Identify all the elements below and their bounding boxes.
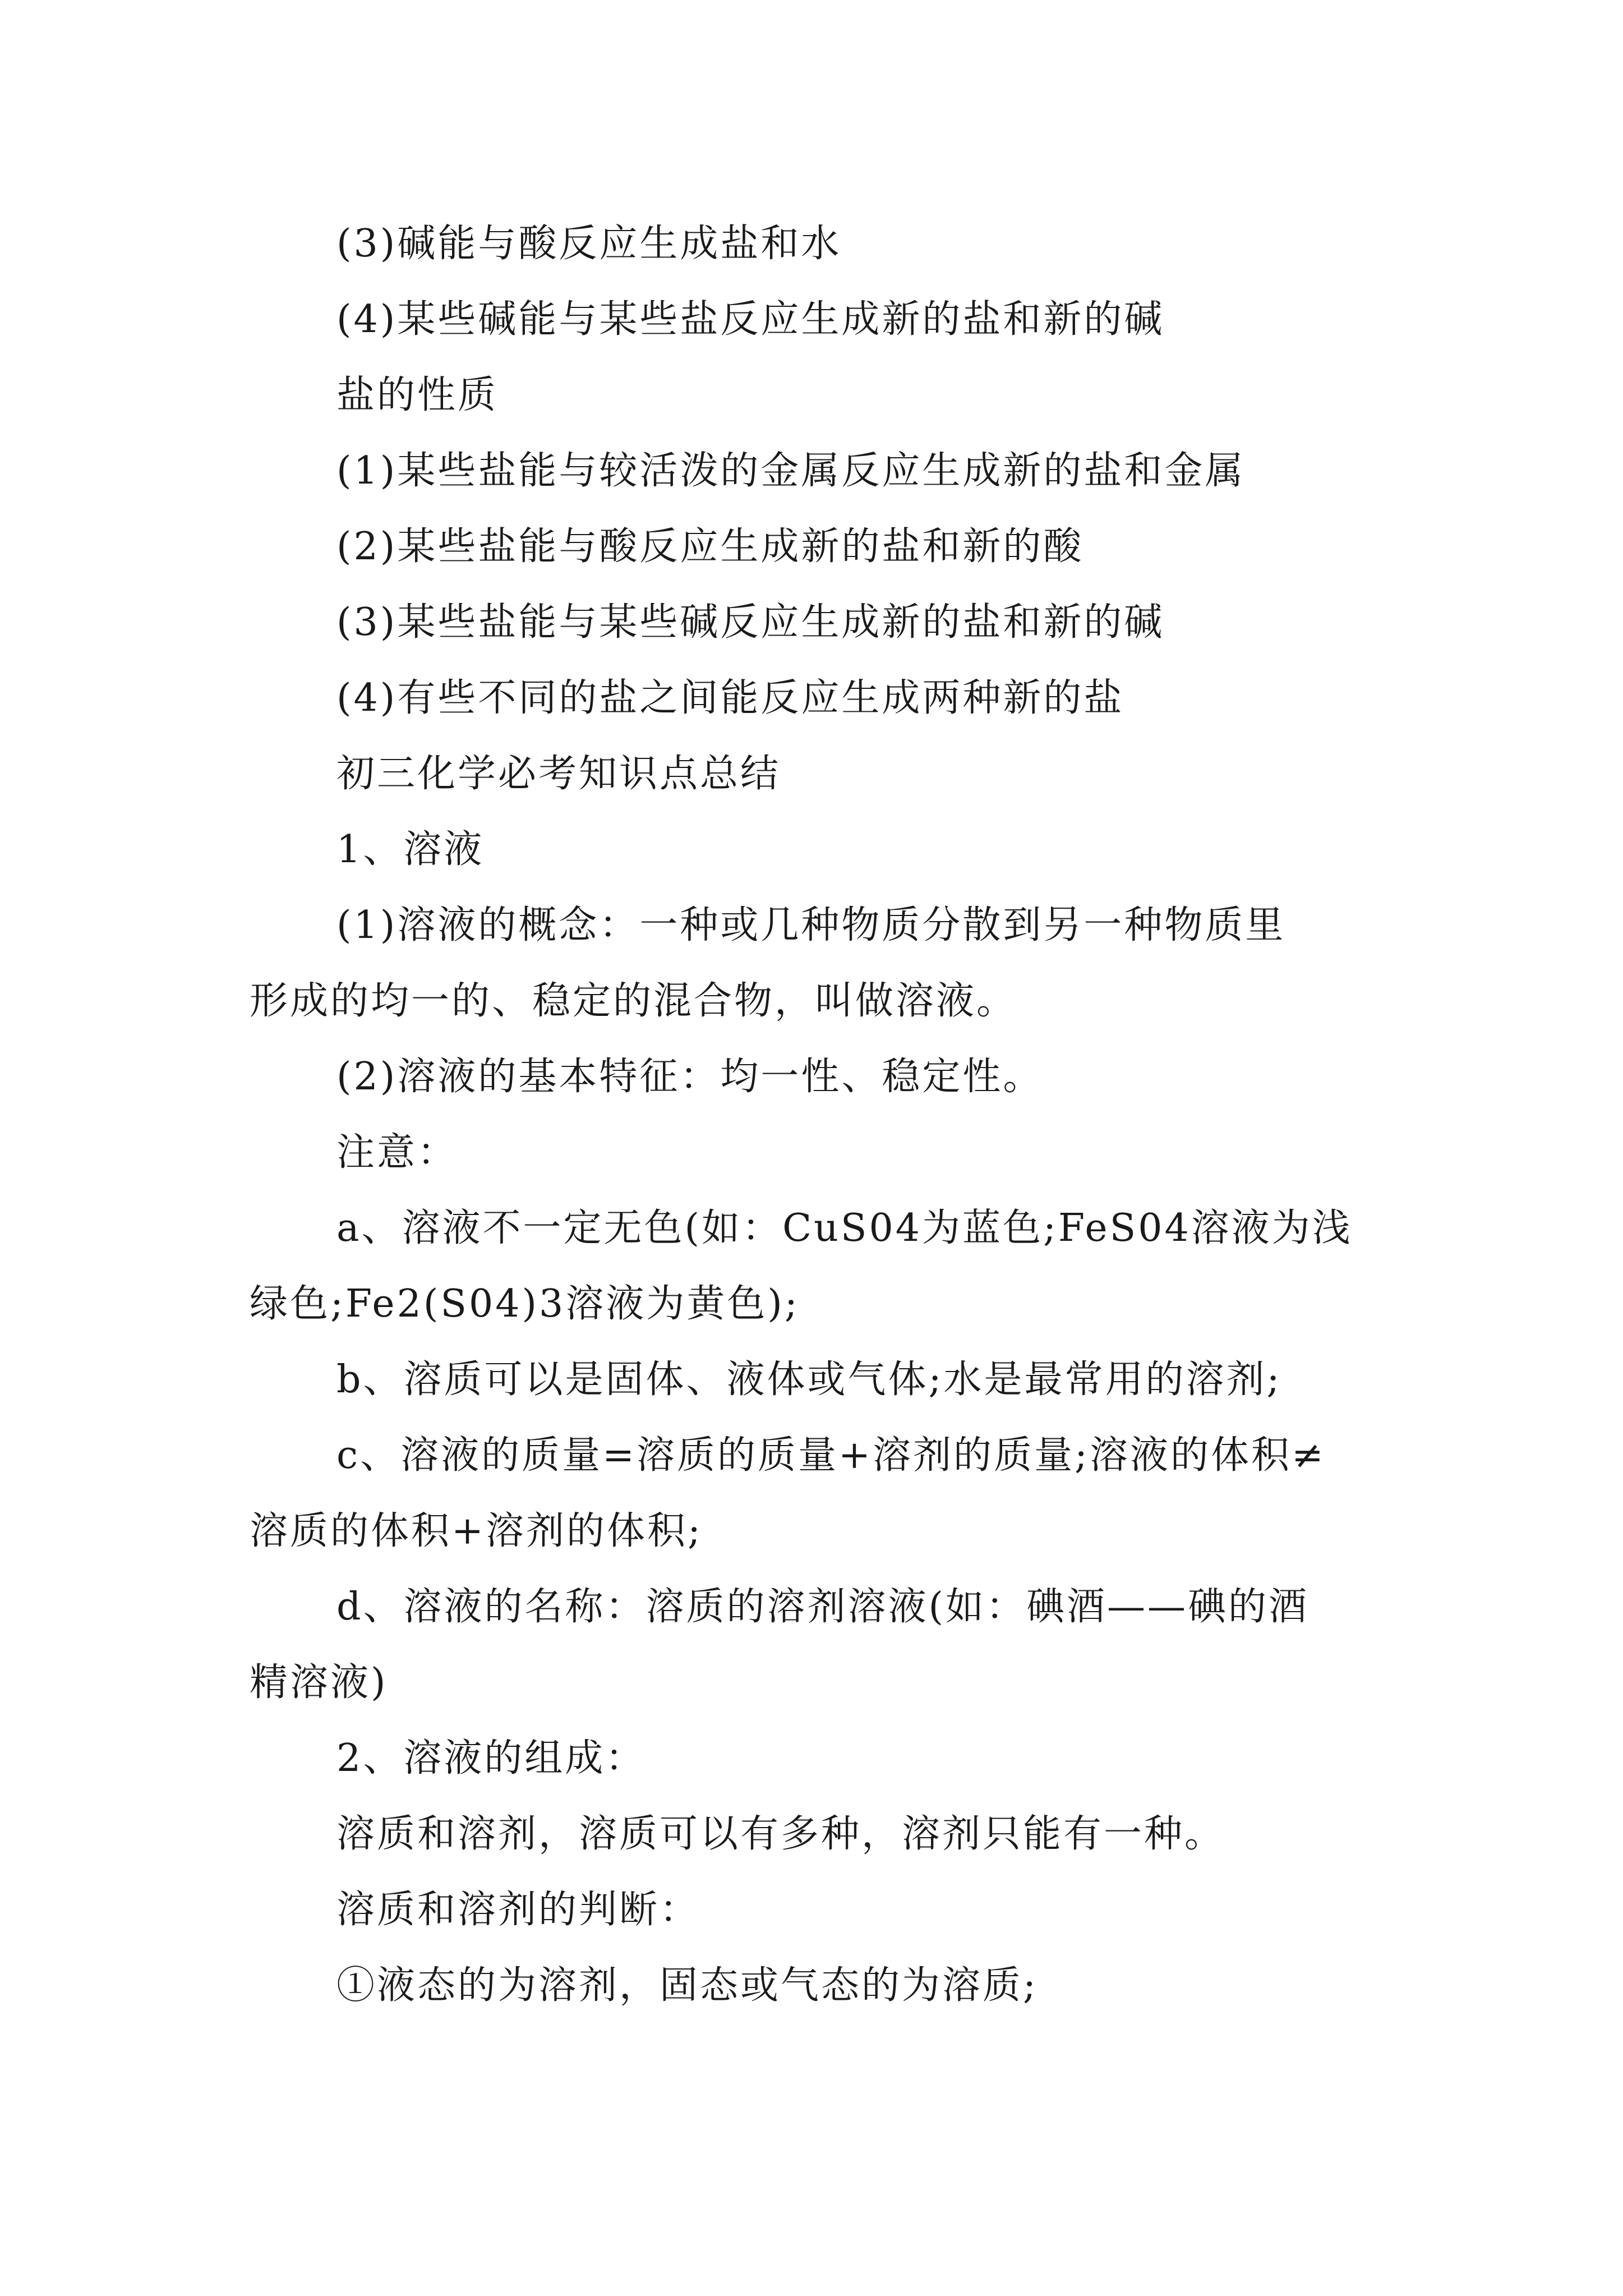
paragraph-line: 溶质的体积+溶剂的体积; bbox=[250, 1509, 703, 1553]
paragraph-line: (3)某些盐能与某些碱反应生成新的盐和新的碱 bbox=[336, 600, 1165, 645]
paragraph-line: (1)某些盐能与较活泼的金属反应生成新的盐和金属 bbox=[336, 449, 1246, 493]
paragraph-line: a、溶液不一定无色(如：CuS04为蓝色;FeS04溶液为浅 bbox=[336, 1206, 1353, 1250]
paragraph-line: c、溶液的质量=溶质的质量+溶剂的质量;溶液的体积≠ bbox=[336, 1433, 1326, 1478]
paragraph-line: 绿色;Fe2(S04)3溶液为黄色); bbox=[250, 1282, 800, 1326]
paragraph-line: 溶质和溶剂的判断： bbox=[336, 1888, 700, 1932]
note-heading: 注意： bbox=[336, 1130, 458, 1175]
section-heading: 盐的性质 bbox=[336, 373, 499, 417]
paragraph-line: (3)碱能与酸反应生成盐和水 bbox=[336, 222, 842, 266]
paragraph-line: d、溶液的名称：溶质的溶剂溶液(如：碘酒——碘的酒 bbox=[336, 1585, 1310, 1629]
paragraph-line: (4)有些不同的盐之间能反应生成两种新的盐 bbox=[336, 676, 1124, 720]
section-heading: 初三化学必考知识点总结 bbox=[336, 752, 781, 796]
paragraph-line: (2)溶液的基本特征：均一性、稳定性。 bbox=[336, 1055, 1044, 1099]
paragraph-line: 精溶液) bbox=[250, 1660, 388, 1705]
paragraph-line: (2)某些盐能与酸反应生成新的盐和新的酸 bbox=[336, 524, 1084, 569]
section-heading: 2、溶液的组成： bbox=[336, 1736, 646, 1780]
paragraph-line: 形成的均一的、稳定的混合物，叫做溶液。 bbox=[250, 979, 1017, 1023]
section-heading: 1、溶液 bbox=[336, 827, 485, 872]
paragraph-line: (1)溶液的概念：一种或几种物质分散到另一种物质里 bbox=[336, 903, 1286, 947]
paragraph-line: 溶质和溶剂，溶质可以有多种，溶剂只能有一种。 bbox=[336, 1812, 1225, 1856]
paragraph-line: ①液态的为溶剂，固态或气态的为溶质; bbox=[336, 1963, 1038, 2008]
paragraph-line: (4)某些碱能与某些盐反应生成新的盐和新的碱 bbox=[336, 297, 1165, 342]
paragraph-line: b、溶质可以是固体、液体或气体;水是最常用的溶剂; bbox=[336, 1358, 1282, 1402]
